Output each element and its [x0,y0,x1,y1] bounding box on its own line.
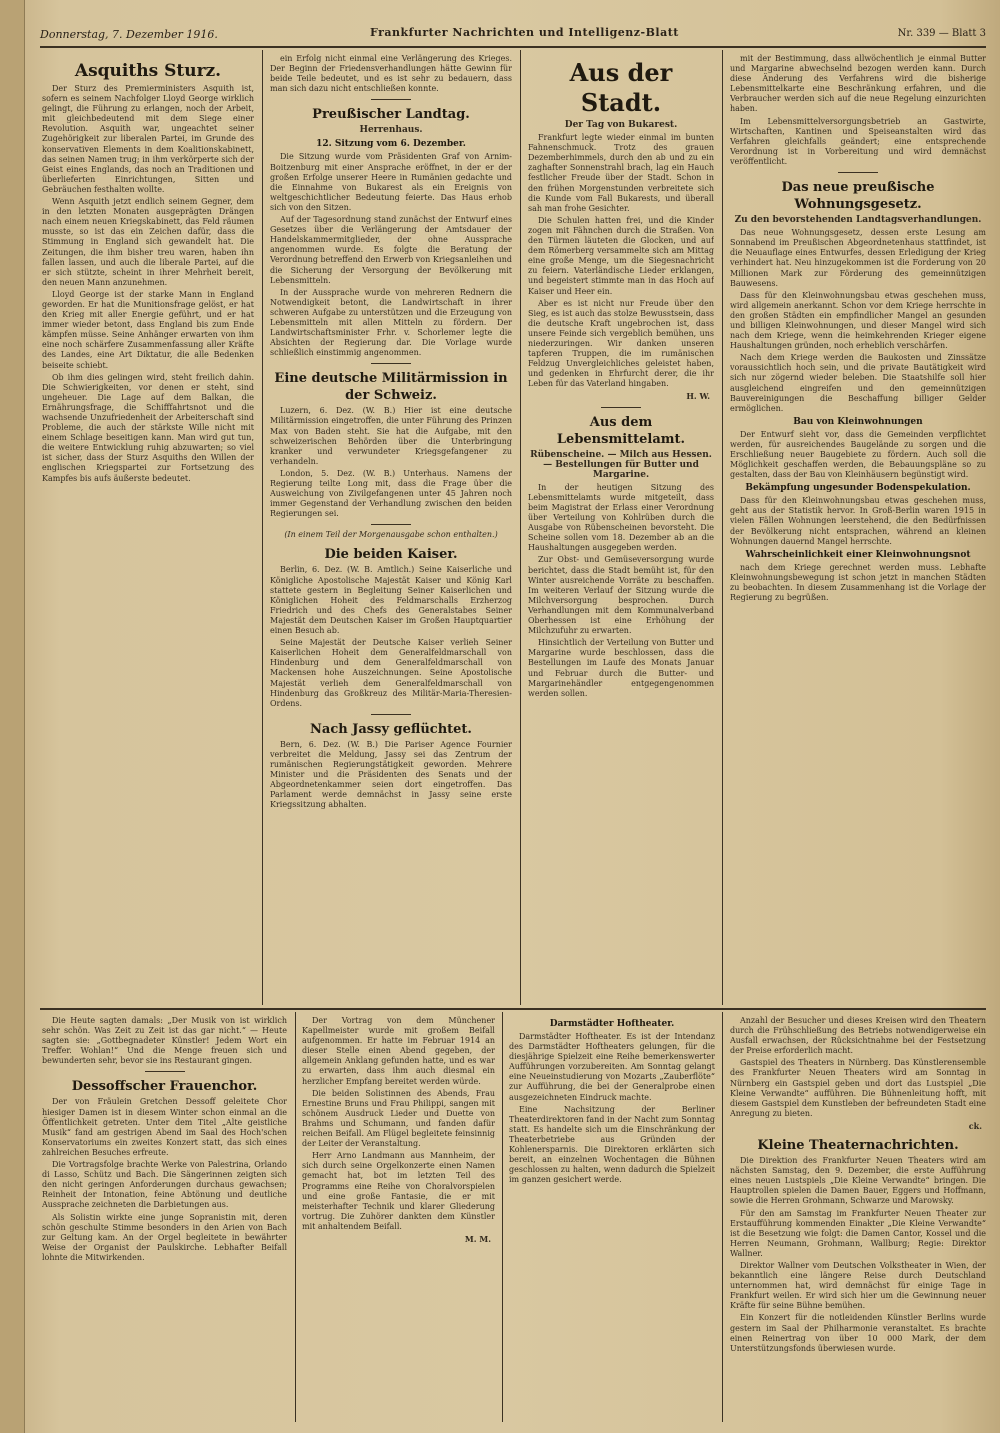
wohnungsgesetz-paragraph: Dass für den Kleinwohnungsbau etwas geschehen muss, wird allgemein anerkannt. Schon vor dem Kriege herrschte in den großen Städten ein empfindlicher Mangel an gesunden und billigen Kleinwohnungen, und dieser Mangel wird sich nach dem Kriege, wenn die heimkehrenden Krieger eigene Haushaltungen gründen, noch erheblich verschärfen. [730,290,986,351]
column-city [528,54,714,1002]
theater-paragraph: Darmstädter Hoftheater. Es ist der Intendanz des Darmstädter Hoftheaters gelungen, für die diesjährige Spielzeit eine Reihe bemerkenswerter Aufführungen vorzubereiten. Am Sonntag gelangt eine Neueinstudierung von Mozarts „Zauberflöte“ zur Aufführung, die bei der Generalprobe einen ausgezeichneten Eindruck machte. [509,1032,715,1102]
wohnungsgesetz-paragraph: Das neue Wohnungsgesetz, dessen erste Lesung am Sonnabend im Preußischen Abgeordnetenhaus stattfindet, ist die Neuauflage eines Entwurfes, dessen Erledigung der Krieg verhindert hat. Neu hinzugekommen ist die Forderung von 20 Millionen Mark zur Förderung des gemeinnützigen Bauwesens. [730,228,986,288]
stadt-paragraph: Aber es ist nicht nur Freude über den Sieg, es ist auch das stolze Bewusstsein, dass die deutsche Kraft ungebrochen ist, dass unsere Feinde sich vergeblich bemühen, uns niederzuringen. Wir danken unseren tapferen Truppen, die im rumänischen Feldzug Unvergleichliches geleistet haben, und gedenken in Ehrfurcht derer, die ihr Leben für das Vaterland hingaben. [528,298,714,389]
landtag-paragraph: Die Sitzung wurde vom Präsidenten Graf von Arnim-Boitzenburg mit einer Ansprache eröffnet, in der er der großen Erfolge unserer Heere in Rumänien gedachte und die Einnahme von Bukarest als ein Ereignis von weltgeschichtlicher Bedeutung feierte. Das Haus erhob sich von den Sitzen. [270,152,512,212]
stadt-title: Aus der Stadt. [569,58,673,117]
landtag-title: Preußischer Landtag. [312,107,470,123]
adjacent-page-edge [0,0,25,1433]
theater-right-paragraph: Anzahl der Besucher und dieses Kreisen wird den Theatern durch die Frühschließung des Betriebs notwendigerweise ein Ausfall erwachsen, der Rücksichtnahme bei der Festsetzung der Preise erforderlich macht. [730,1016,986,1056]
page-number: Nr. 339 — Blatt 3 [897,28,986,39]
stadt-paragraph: Die Schulen hatten frei, und die Kinder zogen mit Fähnchen durch die Straßen. Von den Türmen läuteten die Glocken, und auf dem Römerberg versammelte sich am Mittag eine große Menge, um die Siegesnachricht zu feiern. Vaterländische Lieder erklangen, und begeistert stimmte man in das Hoch auf Kaiser und Heer ein. [528,215,714,296]
issue-date: Donnerstag, 7. Dezember 1916. [40,28,218,41]
music-paragraph: Die beiden Solistinnen des Abends, Frau Ernestine Bruns und Frau Philippi, sangen mit schönem Ausdruck Lieder und Duette von Brahms und Schumann, und fanden dafür reichen Beifall. Am Flügel begleitete feinsinnig der Leiter der Veranstaltung. [302,1088,495,1149]
lebensmittelamt-paragraph: Zur Obst- und Gemüseversorgung wurde berichtet, dass die Stadt bemüht ist, für den Winter ausreichende Vorräte zu beschaffen. Im weiteren Verlauf der Sitzung wurde die Milchversorgung besprochen. Durch Verhandlungen mit dem Kommunalverband Oberhessen ist eine Erhöhung der Milchzufuhr zu erwarten. [528,555,714,636]
lebensmittelamt-paragraph: Hinsichtlich der Verteilung von Butter und Margarine wurde beschlossen, dass die Bestellungen im Laufe des Monats Januar und Februar durch die Butter- und Margarinehändler entgegengenommen werden sollen. [528,638,714,698]
militaermission-paragraph: Luzern, 6. Dez. (W. B.) Hier ist eine deutsche Militärmission eingetroffen, die unter Führung des Prinzen Max von Baden steht. Sie hat die Aufgabe, mit den schweizerischen Behörden über die Unterbringung kranker und verwundeter Kriegsgefangener zu verhandeln. [270,406,512,466]
theater-news-item: Die Direktion des Frankfurter Neuen Theaters wird am nächsten Samstag, den 9. Dezember, die erste Aufführung eines neuen Lustspiels „Die Kleine Verwandte“ bringen. Die Hauptrollen spielen die Damen Bauer, Eggers und Hoffmann, sowie die Herren Grohmann, Schwarze und Marowsky. [730,1156,986,1206]
landtag-paragraph: In der Aussprache wurde von mehreren Rednern die Notwendigkeit betont, die Landwirtschaft in ihrer schweren Aufgabe zu unterstützen und die Erzeugung von Lebensmitteln mit allen Mitteln zu fördern. Der Landwirtschaftsminister Frhr. v. Schorlemer legte die Absichten der Regierung dar. Die Vorlage wurde schließlich einstimmig angenommen. [270,287,512,358]
kaiser-title: Die beiden Kaiser. [324,547,458,563]
verteilung-paragraph: mit der Bestimmung, dass allwöchentlich je einmal Butter und Margarine abwechselnd bezogen werden kann. Durch diese Änderung des Verfahrens wird die bisherige Lebensmittelkarte eine Beschränkung erfahren, und die Verbraucher werden sich auf die neue Regelung einzurichten haben. [730,54,986,114]
stadt-paragraph: Frankfurt legte wieder einmal im bunten Fahnenschmuck. Trotz des grauen Dezemberhimmels, durch den ab und zu ein zaghafter Sonnenstrahl brach, lag ein Hauch festlicher Freude über der Stadt. Schon in den frühen Morgenstunden verbreitete sich die Kunde vom Fall Bukarests, und überall sah man frohe Gesichter. [528,133,714,213]
landtag-session: 12. Sitzung vom 6. Dezember. [316,139,466,150]
page-header [40,20,986,48]
lebensmittelamt-title: Aus dem Lebensmittelamt. [556,414,686,447]
kaiser-note: (In einem Teil der Morgenausgabe schon enthalten.) [284,530,498,540]
frauenchor-paragraph: Die Vortragsfolge brachte Werke von Palestrina, Orlando di Lasso, Schütz und Bach. Die Sängerinnen zeigten sich den nicht geringen Anforderungen durchaus gewachsen; Reinheit der Intonation, feine Abtönung und deutliche Aussprache zeichneten die Darbietungen aus. [42,1160,287,1210]
theater-heading: Darmstädter Hoftheater. [549,1019,675,1029]
feuilleton-lead: Die Heute sagten damals: „Der Musik von ist wirklich sehr schön. Was Zeit zu Zeit ist das gar nicht.“ — Heute sagten sie: „Gottbegnadeter Künstler! Jedem Wort ein Treffer. Wohlan!“ Und die Menge freuen sich und bewunderten sehr, bevor sie ins Restaurant gingen. [42,1016,287,1066]
wohnungsgesetz-section-text: Dass für den Kleinwohnungsbau etwas geschehen muss, geht aus der Statistik hervor. In Groß-Berlin waren 1915 in vielen Fällen Wohnungen leerstehend, die den Bedürfnissen der Bevölkerung nicht entsprachen, während an kleinen Wohnungen dauernd Mangel herrschte. [730,496,986,546]
feuilleton-theater [509,1016,715,1421]
column-rule [722,1012,723,1422]
section-rule [371,524,411,525]
feuilleton-concert [42,1016,287,1421]
masthead: Frankfurter Nachrichten und Intelligenz-Blatt [370,26,679,39]
column-politics [270,54,512,1002]
landtag-subtitle: Herrenhaus. [359,125,423,136]
asquith-paragraph: Ob ihm dies gelingen wird, steht freilich dahin. Die Schwierigkeiten, vor denen er steht, sind ungeheuer. Die Lage auf dem Balkan, die Ernährungsfrage, die Schifffahrtsnot und die wachsende Unzufriedenheit der Arbeiterschaft sind Probleme, die auch der stärkste Wille nicht mit einem Schlage beseitigen kann. Man wird gut tun, die weitere Entwicklung ruhig abzuwarten; so viel ist sicher, dass der Sturz Asquiths den Willen der englischen Kriegspartei zur Fortsetzung des Kampfes bis aufs äußerste bedeutet. [42,372,254,483]
stadt-subtitle: Der Tag von Bukarest. [564,120,678,130]
verteilung-paragraph: Im Lebensmittelversorgungsbetrieb an Gastwirte, Wirtschaften, Kantinen und Speiseanstalten wird das Verfahren gleichfalls geändert; eine entsprechende Verordnung ist in Vorbereitung und wird demnächst veröffentlicht. [730,116,986,166]
landtag-paragraph: Auf der Tagesordnung stand zunächst der Entwurf eines Gesetzes über die Verlängerung der Amtsdauer der Handelskammermitglieder, der ohne Aussprache angenommen wurde. Es folgte die Beratung der Verordnung betreffend den Erwerb von Kriegsanleihen und die Sicherung der Versorgung der Bevölkerung mit Lebensmitteln. [270,215,512,285]
frauenchor-paragraph: Als Solistin wirkte eine junge Sopranistin mit, deren schön geschulte Stimme besonders in den Arien von Bach zur Geltung kam. An der Orgel begleitete in bewährter Weise der Organist der Paulskirche. Lebhafter Beifall lohnte die Mitwirkenden. [42,1212,287,1262]
lebensmittelamt-subtitle: Rübenscheine. — Milch aus Hessen. — Bestellungen für Butter und Margarine. [530,449,712,480]
jassy-paragraph: Bern, 6. Dez. (W. B.) Die Pariser Agence Fournier verbreitet die Meldung, Jassy sei das Zentrum der rumänischen Regierungstätigkeit geworden. Mehrere Minister und die Präsidenten des Senats und der Abgeordnetenkammer seien dort eingetroffen. Das Parlament werde demnächst in Jassy seine erste Kriegssitzung abhalten. [270,739,512,810]
wohnungsgesetz-paragraph: Nach dem Kriege werden die Baukosten und Zinssätze voraussichtlich hoch sein, und die private Bautätigkeit wird sich nur zögernd wieder beleben. Die Staatshilfe soll hier ausgleichend eingreifen und den gemeinnützigen Bauvereinigungen die Beschaffung billiger Gelder ermöglichen. [730,353,986,413]
militaermission-title: Eine deutsche Militärmission in der Schweiz. [274,371,508,404]
column-rule [262,50,263,1005]
wohnungsgesetz-section-text: nach dem Kriege gerechnet werden muss. Lebhafte Kleinwohnungsbewegung ist schon jetzt in manchen Städten zu beobachten. In diesem Zusammenhang ist die Vorlage der Regierung zu begrüßen. [730,562,986,603]
feuilleton-divider [40,1008,986,1010]
asquith-title: Asquiths Sturz. [74,61,222,81]
asquith-paragraph: Lloyd George ist der starke Mann in England geworden. Er hat die Munitionsfrage gelöst, er hat den Krieg mit aller Energie geführt, und er hat immer wieder betont, dass England bis zum Ende kämpfen müsse. Seine Anhänger erwarten von ihm eine noch schärfere Zusammenfassung aller Kräfte des Landes, eine Art Diktatur, die alle Bedenken beiseite schiebt. [42,289,254,370]
theater-right-signature: ck. [968,1120,982,1131]
theater-right-paragraph: Gastspiel des Theaters in Nürnberg. Das Künstlerensemble des Frankfurter Neuen Theaters wird am Sonntag in Nürnberg ein Gastspiel geben und dort das Lustspiel „Die Kleine Verwandte“ aufführen. Die Bühnenleitung hofft, mit diesem Gastspiel dem Kunstleben der befreundeten Stadt eine Anregung zu bieten. [730,1058,986,1118]
column-rule [520,50,521,1005]
column-housing [730,54,986,1002]
militaermission-paragraph: London, 5. Dez. (W. B.) Unterhaus. Namens der Regierung teilte Long mit, dass die Frage über die Ausweichung von Zivilgefangenen unter 45 Jahren noch immer Gegenstand der Verhandlung zwischen den beiden Regierungen sei. [270,468,512,519]
column-rule [722,50,723,1005]
wohnungsgesetz-title: Das neue preußische Wohnungsgesetz. [781,180,935,213]
wohnungsgesetz-subtitle: Zu den bevorstehenden Landtagsverhandlungen. [734,215,982,226]
theater-news-item: Direktor Wallner vom Deutschen Volkstheater in Wien, der bekanntlich eine längere Reise durch Deutschland unternommen hat, wird demnächst für einige Tage in Frankfurt weilen. Er wird sich hier um die Gewinnung neuer Kräfte für seine Bühne bemühen. [730,1260,986,1311]
jassy-title: Nach Jassy geflüchtet. [310,721,472,737]
asquith-paragraph: Der Sturz des Premierministers Asquith ist, sofern es seinem Nachfolger Lloyd George wirklich gelingt, die Führung zu erlangen, noch der Arbeit, mit gleichbedeutend mit dem Siege einer Revolution. Asquith war, ungeachtet seiner Zugehörigkeit zur liberalen Partei, im Grunde des konservativen Elements in dem Koalitionskabinett, das seinen Namen trug; in ihm verkörperte sich der Geist eines Englands, das noch an Traditionen und überlieferten Einrichtungen, Sitten und Gebräuchen festhalten wollte. [42,84,254,194]
kleine-theaternachrichten-title: Kleine Theaternachrichten. [757,1138,959,1154]
feuilleton-theater-news [730,1016,986,1421]
theater-news-item: Ein Konzert für die notleidenden Künstler Berlins wurde gestern im Saal der Philharmonie veranstaltet. Es brachte einen Reinertrag von über 10 000 Mark, der dem Unterstützungsfonds überwiesen wurde. [730,1313,986,1353]
music-signature: M. M. [464,1233,491,1244]
stadt-signature: H. W. [686,391,710,402]
section-rule [371,99,411,100]
wohnungsgesetz-section-heading: Wahrscheinlichkeit einer Kleinwohnungsnot [745,549,971,560]
section-rule [371,714,411,715]
wohnungsgesetz-section-heading: Bau von Kleinwohnungen [793,416,923,427]
column-rule [295,1012,296,1422]
asquith-paragraph: Wenn Asquith jetzt endlich seinem Gegner, dem in den letzten Monaten ausgeprägten Drängen nach einem neuen Kriegskabinett, das Feld räumen musste, so ist das ein Zeichen dafür, dass die Stimmung in England sich gewandelt hat. Die Zeitungen, die ihm bisher treu waren, haben ihn fallen lassen, und auch die liberale Partei, auf die er sich stützte, scheint in ihrer Mehrheit bereit, den neuen Mann anzunehmen. [42,197,254,287]
section-rule [601,407,641,408]
wohnungsgesetz-section-heading: Bekämpfung ungesunder Bodenspekulation. [745,483,971,494]
theater-paragraph: Eine Nachsitzung der Berliner Theaterdirektoren fand in der Nacht zum Sonntag statt. Es handelte sich um die Einschränkung der Theaterbetriebe aus Gründen der Kohlenersparnis. Die Direktoren erklärten sich bereit, an einzelnen Wochentagen die Bühnen geschlossen zu halten, wenn dadurch die Spielzeit im ganzen gesichert werde. [509,1104,715,1185]
lebensmittelamt-paragraph: In der heutigen Sitzung des Lebensmittelamts wurde mitgeteilt, dass beim Magistrat der Erlass einer Verordnung über Verteilung von Kohlrüben durch die Ausgabe von Rübenscheinen bevorsteht. Die Scheine sollen vom 18. Dezember ab an die Haushaltungen ausgegeben werden. [528,482,714,553]
theater-news-item: Für den am Samstag im Frankfurter Neuen Theater zur Erstaufführung kommenden Einakter „Die Kleine Verwandte“ ist die Besetzung wie folgt: die Damen Cantor, Kossel und die Herren Neumann, Grohmann, Wallburg; Regie: Direktor Wallner. [730,1208,986,1258]
column-rule [502,1012,503,1422]
section-rule [371,363,411,364]
landtag-intro: ein Erfolg nicht einmal eine Verlängerung des Krieges. Der Beginn der Friedensverhandlungen hätte Gewinn für beide Teile bedeutet, und es ist sehr zu bedauern, dass man sich dazu nicht entschließen konnte. [270,54,512,94]
section-rule [145,1071,185,1072]
feuilleton-music [302,1016,495,1421]
wohnungsgesetz-section-text: Der Entwurf sieht vor, dass die Gemeinden verpflichtet werden, für ausreichendes Baugelände zu sorgen und die Erschließung neuer Baugebiete zu fördern. Auch soll die Möglichkeit geschaffen werden, die Bebauungspläne so zu gestalten, dass der Bau von Kleinhäusern begünstigt wird. [730,429,986,480]
frauenchor-title: Dessoffscher Frauenchor. [71,1079,258,1095]
section-rule [838,172,878,173]
kaiser-paragraph: Seine Majestät der Deutsche Kaiser verlieh Seiner Kaiserlichen Hoheit dem Generalfeldmarschall von Hindenburg und dem Generalfeldmarschall von Mackensen hohe Auszeichnungen. Seine Apostolische Majestät verlieh dem Generalfeldmarschall von Hindenburg das Großkreuz des Militär-Maria-Theresien-Ordens. [270,638,512,708]
kaiser-paragraph: Berlin, 6. Dez. (W. B. Amtlich.) Seine Kaiserliche und Königliche Apostolische Majestät Kaiser und König Karl stattete gestern in Begleitung Seiner Kaiserlichen und Königlichen Hoheit des Feldmarschalls Erzherzog Friedrich und des Chefs des Generalstabes Seiner Majestät dem Deutschen Kaiser im Großen Hauptquartier einen Besuch ab. [270,565,512,636]
music-paragraph: Der Vortrag von dem Münchener Kapellmeister wurde mit großem Beifall aufgenommen. Er hatte im Februar 1914 an dieser Stelle einen Abend gegeben, der allgemein Anklang gefunden hatte, und es war zu erwarten, dass ihm auch diesmal ein herzlicher Empfang bereitet werden würde. [302,1016,495,1086]
music-paragraph: Herr Arno Landmann aus Mannheim, der sich durch seine Orgelkonzerte einen Namen gemacht hat, bot im letzten Teil des Programms eine Reihe von Choralvorspielen und eine große Fantasie, die er mit meisterhafter Technik und klarer Gliederung vortrug. Die Zuhörer dankten dem Künstler mit anhaltendem Beifall. [302,1151,495,1231]
frauenchor-paragraph: Der von Fräulein Gretchen Dessoff geleitete Chor hiesiger Damen ist in diesem Winter schon einmal an die Öffentlichkeit getreten. Unter dem Titel „Alte geistliche Musik“ fand am gestrigen Abend im Saal des Hoch'schen Konservatoriums ein zweites Konzert statt, das sich eines zahlreichen Besuches erfreute. [42,1097,287,1157]
column-asquith [42,54,254,1002]
